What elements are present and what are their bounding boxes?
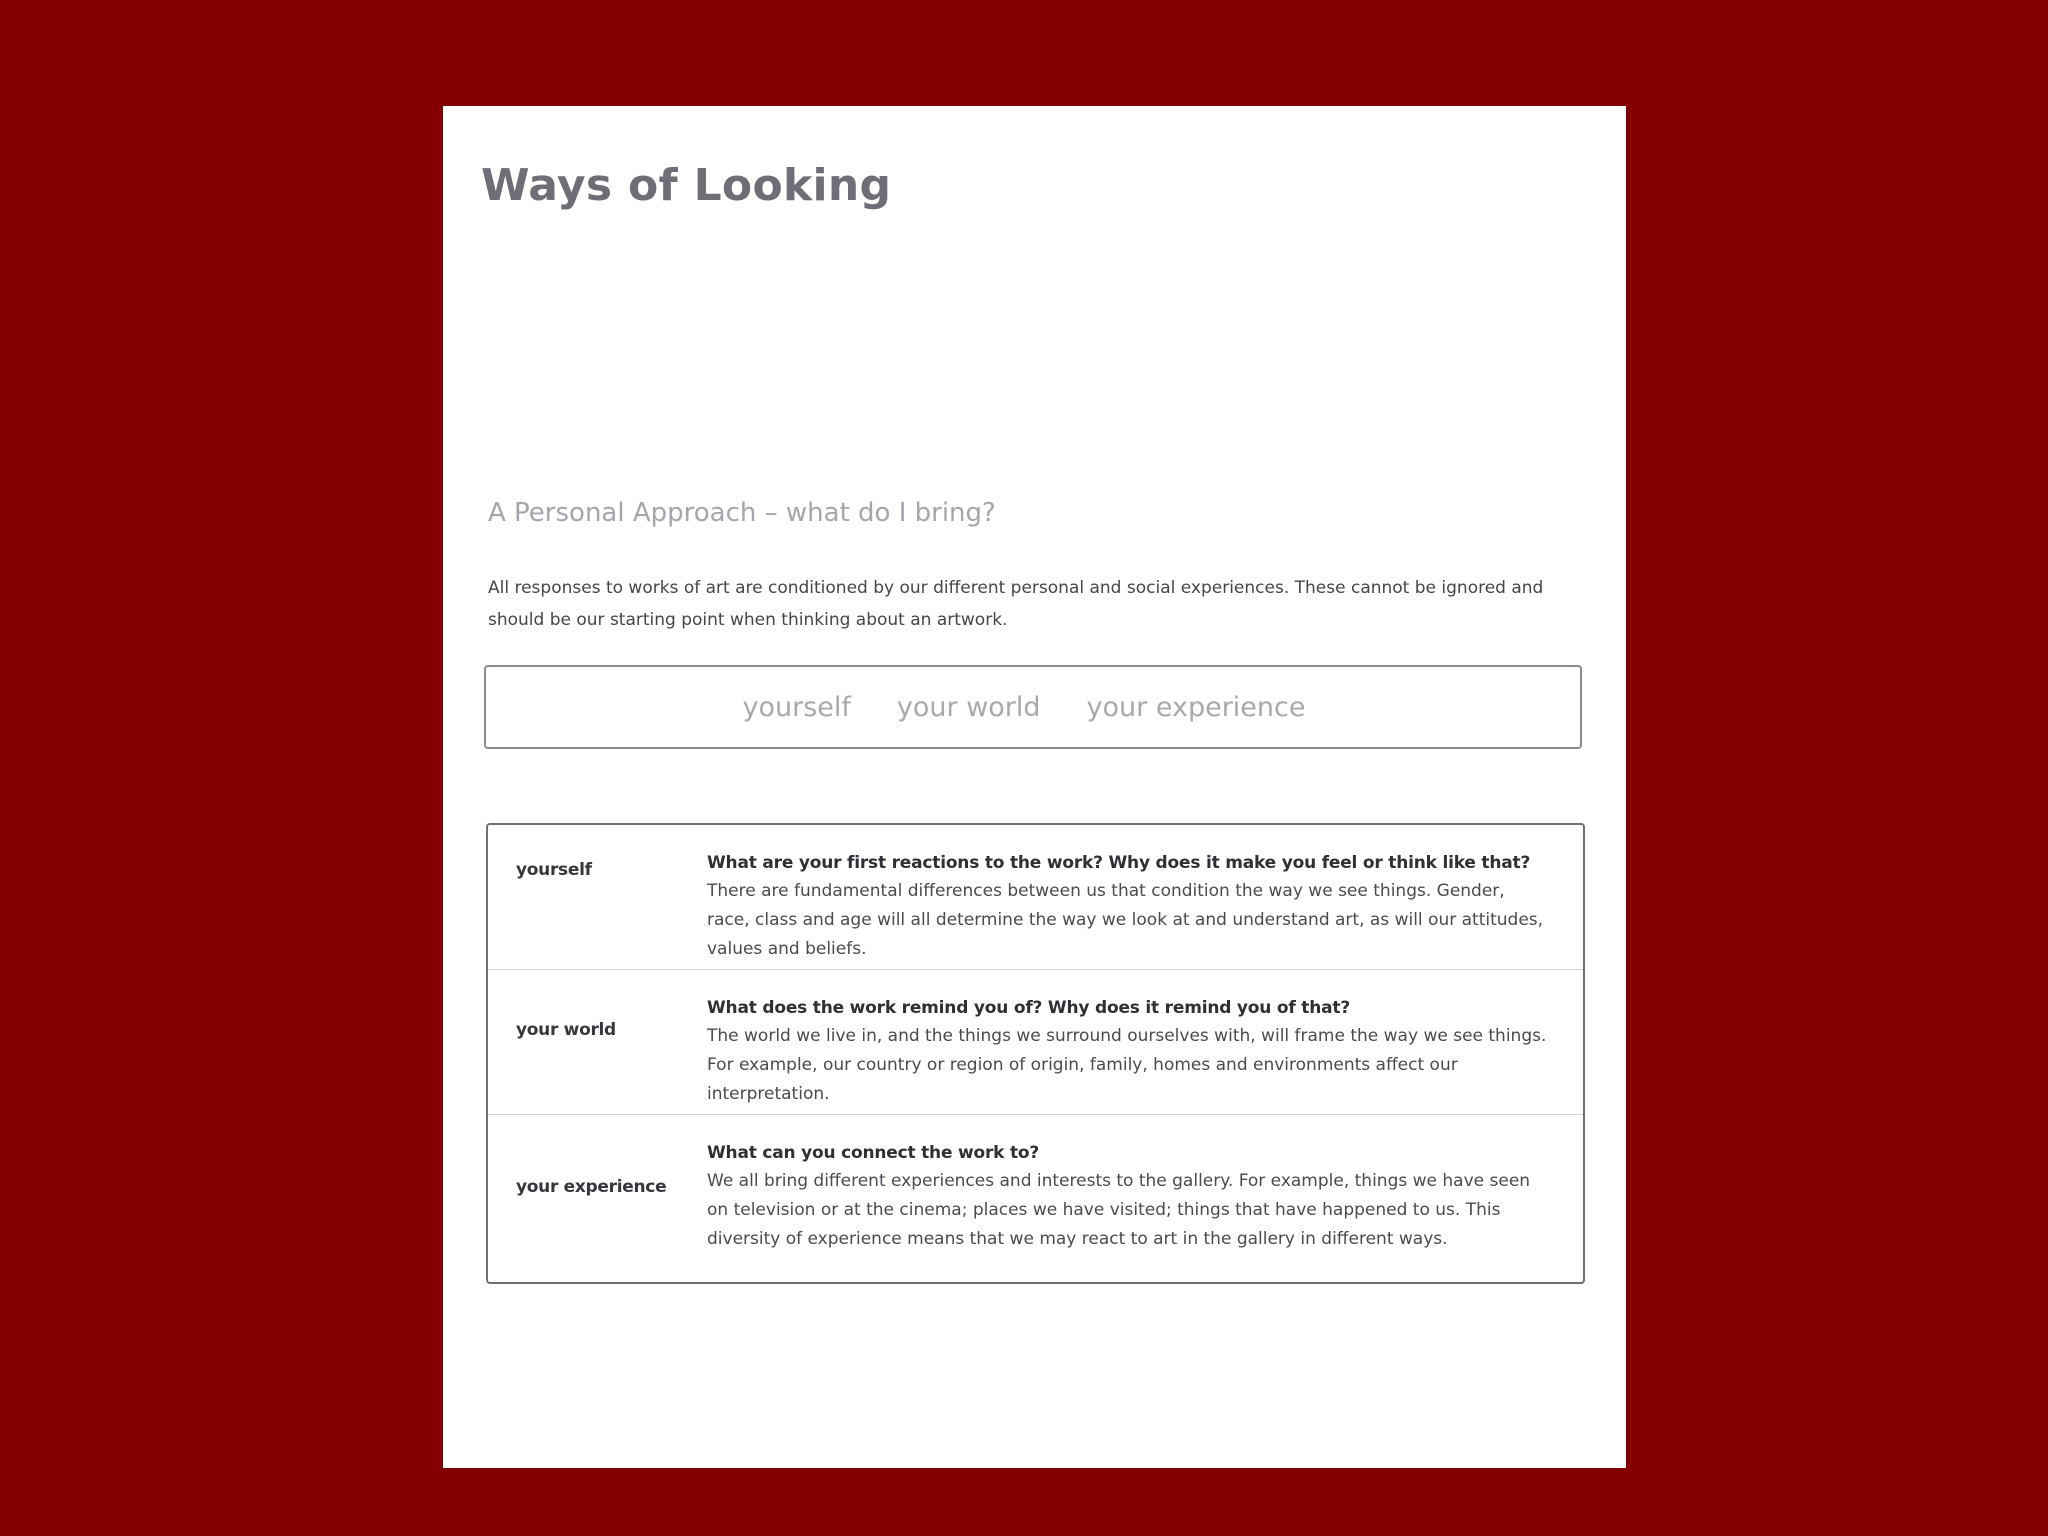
approach-table (486, 823, 1585, 1284)
row-content (707, 994, 1547, 1109)
row-text: We all bring different experiences and interests to the gallery. For example, things we have seen on television or at the cinema; places we have visited; things that have happened to us. This diversity of experience means that we may react to art in the gallery in different ways. (707, 1171, 1531, 1249)
table-row (488, 970, 1583, 1115)
row-question: What can you connect the work to? (707, 1143, 1040, 1163)
row-text: The world we live in, and the things we surround ourselves with, will frame the way we see things. For example, our country or region of origin, family, homes and environments affect our interpretation. (707, 1026, 1547, 1104)
row-label: yourself (516, 860, 592, 880)
keyword-your-world: your world (896, 691, 1041, 723)
row-label: your experience (516, 1177, 667, 1197)
row-question: What are your first reactions to the work? Why does it make you feel or think like that? (707, 853, 1531, 873)
row-label: your world (516, 1020, 616, 1040)
keyword-your-experience: your experience (1086, 691, 1306, 723)
row-question: What does the work remind you of? Why does it remind you of that? (707, 998, 1350, 1018)
table-row (488, 825, 1583, 970)
row-content (707, 1139, 1547, 1254)
document-page (443, 106, 1626, 1468)
intro-paragraph: All responses to works of art are conditioned by our different personal and social experiences. These cannot be ignored and should be our starting point when thinking about an artwork. (488, 578, 1544, 630)
keyword-box (484, 665, 1582, 749)
row-text: There are fundamental differences between us that condition the way we see things. Gender, race, class and age will all determine the way we look at and understand art, as will our attitudes, values and beliefs. (707, 881, 1544, 959)
page-title: Ways of Looking (481, 160, 892, 211)
section-subtitle: A Personal Approach – what do I bring? (488, 498, 996, 528)
row-content (707, 849, 1547, 964)
keyword-yourself: yourself (742, 691, 851, 723)
table-row (488, 1115, 1583, 1282)
